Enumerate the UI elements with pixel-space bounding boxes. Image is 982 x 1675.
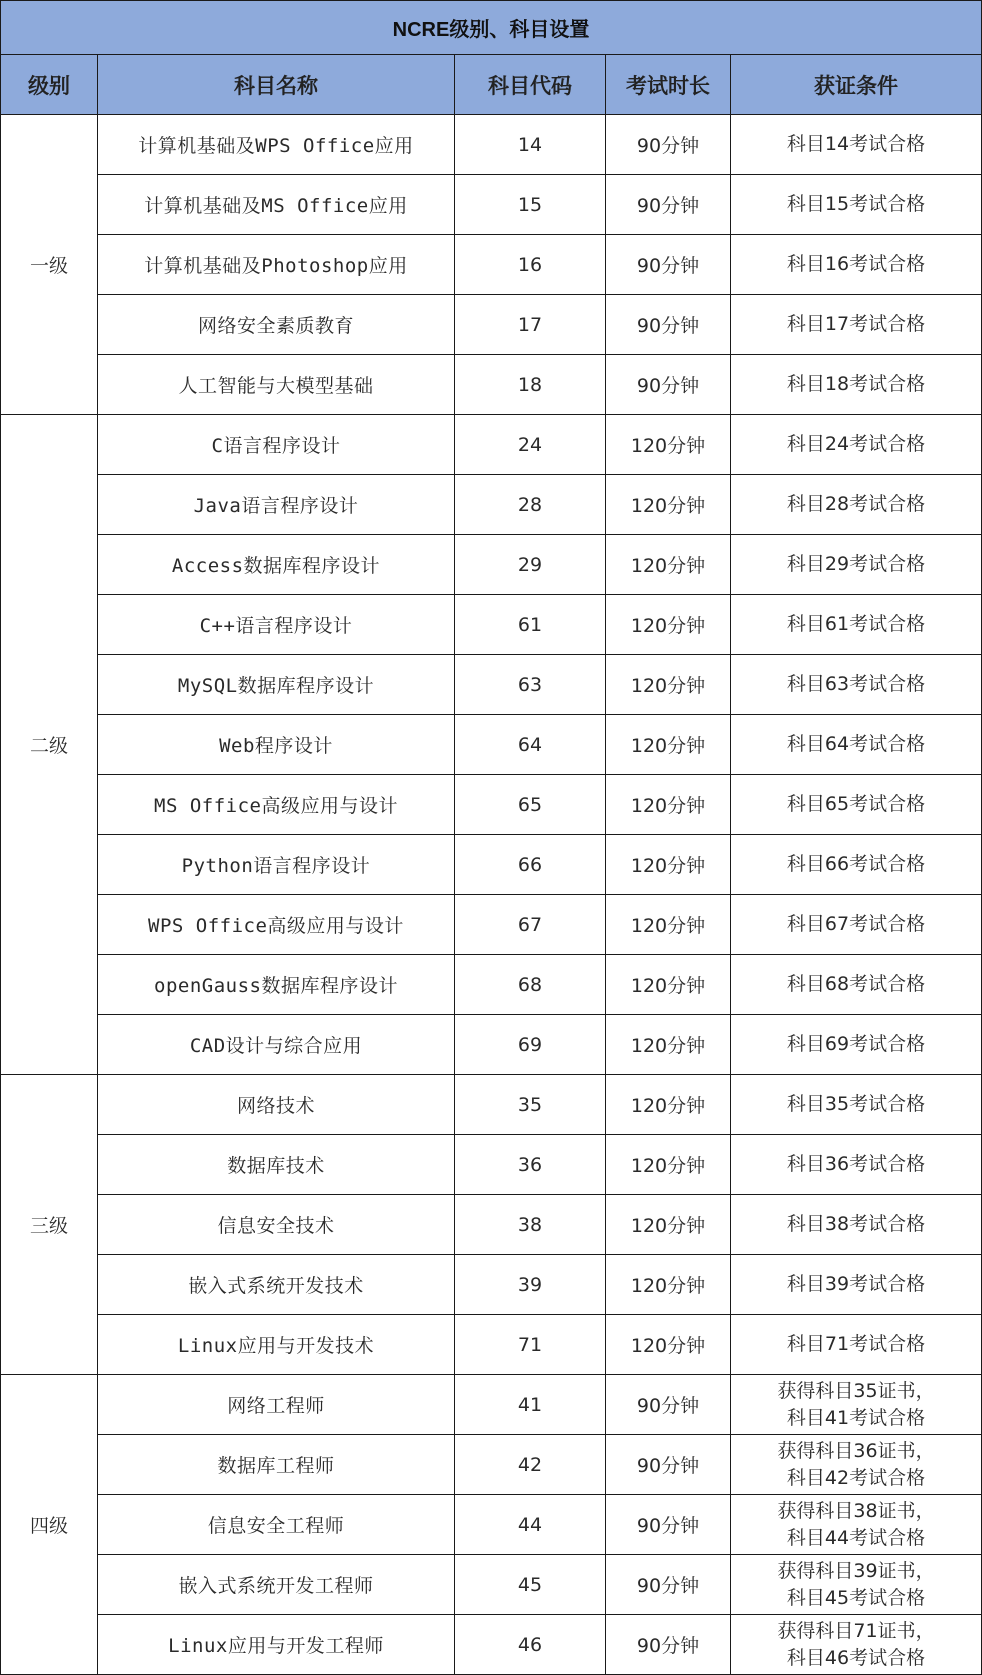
table-row [1,115,982,175]
header-condition: 获证条件 [731,55,982,115]
certificate-condition-cell [731,115,982,175]
condition-line: 科目42考试合格 [786,1466,926,1489]
exam-duration-cell: 90分钟 [606,235,731,295]
condition-line: 科目29考试合格 [786,553,926,575]
condition-line: 科目66考试合格 [786,853,926,875]
table-row [1,1555,982,1615]
certificate-condition-cell [731,1615,982,1675]
subject-code-cell: 35 [455,1075,606,1135]
table-row [1,715,982,775]
subject-name-cell: WPS Office高级应用与设计 [98,895,455,955]
condition-line: 科目35考试合格 [786,1093,926,1115]
subject-code-cell: 29 [455,535,606,595]
subject-code-cell: 44 [455,1495,606,1555]
condition-line: 科目61考试合格 [786,613,926,635]
condition-line: 科目36考试合格 [786,1153,926,1175]
condition-line: 科目71考试合格 [786,1333,926,1355]
table-row [1,775,982,835]
condition-line: 科目64考试合格 [786,733,926,755]
certificate-condition-cell [731,595,982,655]
level-cell: 二级 [1,415,98,1075]
condition-line: 科目15考试合格 [786,193,926,215]
certificate-condition-cell [731,835,982,895]
exam-duration-cell: 120分钟 [606,535,731,595]
subject-code-cell: 69 [455,1015,606,1075]
subject-name-cell: 网络安全素质教育 [98,295,455,355]
exam-duration-cell: 120分钟 [606,1195,731,1255]
certificate-condition-cell [731,655,982,715]
condition-line: 科目17考试合格 [786,313,926,335]
certificate-condition-cell [731,1015,982,1075]
subject-name-cell: 人工智能与大模型基础 [98,355,455,415]
table-row [1,655,982,715]
condition-line: 科目24考试合格 [786,433,926,455]
subject-code-cell: 71 [455,1315,606,1375]
subject-code-cell: 18 [455,355,606,415]
exam-duration-cell: 90分钟 [606,355,731,415]
subject-name-cell: 数据库技术 [98,1135,455,1195]
condition-line: 获得科目38证书， [777,1499,935,1522]
subject-code-cell: 24 [455,415,606,475]
certificate-condition-cell [731,475,982,535]
condition-line: 获得科目39证书， [777,1559,935,1582]
table-row [1,1195,982,1255]
condition-line: 获得科目71证书， [777,1619,935,1642]
table-row [1,1135,982,1195]
certificate-condition-cell [731,355,982,415]
table-row [1,895,982,955]
subject-name-cell: C++语言程序设计 [98,595,455,655]
certificate-condition-cell [731,295,982,355]
condition-line: 科目45考试合格 [786,1586,926,1609]
certificate-condition-cell [731,175,982,235]
subject-name-cell: 信息安全工程师 [98,1495,455,1555]
table-row [1,175,982,235]
condition-line: 科目65考试合格 [786,793,926,815]
exam-duration-cell: 120分钟 [606,415,731,475]
condition-line: 获得科目35证书， [777,1379,935,1402]
header-code: 科目代码 [455,55,606,115]
certificate-condition-cell [731,955,982,1015]
exam-duration-cell: 90分钟 [606,295,731,355]
subject-name-cell: 计算机基础及Photoshop应用 [98,235,455,295]
table-row [1,1075,982,1135]
subject-name-cell: MS Office高级应用与设计 [98,775,455,835]
subject-code-cell: 36 [455,1135,606,1195]
certificate-condition-cell [731,535,982,595]
certificate-condition-cell [731,235,982,295]
exam-duration-cell: 120分钟 [606,655,731,715]
exam-duration-cell: 120分钟 [606,835,731,895]
certificate-condition-cell [731,1375,982,1435]
subject-code-cell: 65 [455,775,606,835]
table-row [1,1375,982,1435]
subject-code-cell: 67 [455,895,606,955]
subject-name-cell: MySQL数据库程序设计 [98,655,455,715]
table-row [1,475,982,535]
exam-duration-cell: 120分钟 [606,1015,731,1075]
certificate-condition-cell [731,1195,982,1255]
condition-line: 科目18考试合格 [786,373,926,395]
subject-name-cell: 网络技术 [98,1075,455,1135]
table-row [1,1015,982,1075]
condition-line: 科目67考试合格 [786,913,926,935]
condition-line: 科目44考试合格 [786,1526,926,1549]
condition-line: 科目46考试合格 [786,1646,926,1669]
subject-code-cell: 61 [455,595,606,655]
subject-name-cell: 嵌入式系统开发工程师 [98,1555,455,1615]
table-row [1,835,982,895]
subject-code-cell: 45 [455,1555,606,1615]
exam-duration-cell: 120分钟 [606,1075,731,1135]
condition-line: 科目68考试合格 [786,973,926,995]
subject-name-cell: Linux应用与开发工程师 [98,1615,455,1675]
condition-line: 科目38考试合格 [786,1213,926,1235]
subject-code-cell: 64 [455,715,606,775]
certificate-condition-cell [731,1075,982,1135]
exam-duration-cell: 90分钟 [606,115,731,175]
exam-duration-cell: 120分钟 [606,1135,731,1195]
subject-name-cell: 网络工程师 [98,1375,455,1435]
subject-name-cell: 数据库工程师 [98,1435,455,1495]
subject-name-cell: Python语言程序设计 [98,835,455,895]
certificate-condition-cell [731,1555,982,1615]
exam-duration-cell: 90分钟 [606,175,731,235]
subject-name-cell: 信息安全技术 [98,1195,455,1255]
table-row [1,1615,982,1675]
subject-name-cell: 计算机基础及MS Office应用 [98,175,455,235]
table-row [1,535,982,595]
level-cell: 四级 [1,1375,98,1675]
subject-code-cell: 42 [455,1435,606,1495]
subject-code-cell: 63 [455,655,606,715]
level-cell: 三级 [1,1075,98,1375]
table-row [1,1495,982,1555]
subject-name-cell: CAD设计与综合应用 [98,1015,455,1075]
subject-code-cell: 17 [455,295,606,355]
subject-name-cell: Linux应用与开发技术 [98,1315,455,1375]
header-level: 级别 [1,55,98,115]
exam-duration-cell: 90分钟 [606,1375,731,1435]
exam-duration-cell: 120分钟 [606,475,731,535]
table-row [1,955,982,1015]
subject-name-cell: Access数据库程序设计 [98,535,455,595]
header-subject: 科目名称 [98,55,455,115]
certificate-condition-cell [731,415,982,475]
exam-duration-cell: 90分钟 [606,1495,731,1555]
subject-code-cell: 28 [455,475,606,535]
subject-code-cell: 41 [455,1375,606,1435]
subject-name-cell: C语言程序设计 [98,415,455,475]
condition-line: 科目63考试合格 [786,673,926,695]
exam-duration-cell: 90分钟 [606,1435,731,1495]
table-title-row [1,1,982,55]
condition-line: 科目69考试合格 [786,1033,926,1055]
certificate-condition-cell [731,1255,982,1315]
exam-duration-cell: 120分钟 [606,715,731,775]
subject-code-cell: 46 [455,1615,606,1675]
table-row [1,1315,982,1375]
condition-line: 科目39考试合格 [786,1273,926,1295]
certificate-condition-cell [731,1435,982,1495]
subject-name-cell: openGauss数据库程序设计 [98,955,455,1015]
certificate-condition-cell [731,775,982,835]
subject-name-cell: 嵌入式系统开发技术 [98,1255,455,1315]
header-duration: 考试时长 [606,55,731,115]
condition-line: 获得科目36证书， [777,1439,935,1462]
table-row [1,1255,982,1315]
subject-code-cell: 16 [455,235,606,295]
exam-duration-cell: 120分钟 [606,1315,731,1375]
subject-name-cell: Java语言程序设计 [98,475,455,535]
subject-code-cell: 15 [455,175,606,235]
table-row [1,235,982,295]
certificate-condition-cell [731,1315,982,1375]
subject-code-cell: 14 [455,115,606,175]
subject-code-cell: 68 [455,955,606,1015]
certificate-condition-cell [731,715,982,775]
table-row [1,595,982,655]
subject-name-cell: Web程序设计 [98,715,455,775]
certificate-condition-cell [731,895,982,955]
exam-duration-cell: 120分钟 [606,775,731,835]
table-row [1,295,982,355]
table-row [1,355,982,415]
condition-line: 科目28考试合格 [786,493,926,515]
table-row [1,1435,982,1495]
condition-line: 科目14考试合格 [786,133,926,155]
exam-duration-cell: 120分钟 [606,595,731,655]
level-cell: 一级 [1,115,98,415]
condition-line: 科目41考试合格 [786,1406,926,1429]
subject-code-cell: 39 [455,1255,606,1315]
table-header-row [1,55,982,115]
table-title: NCRE级别、科目设置 [1,1,982,55]
subject-code-cell: 38 [455,1195,606,1255]
exam-duration-cell: 120分钟 [606,1255,731,1315]
certificate-condition-cell [731,1135,982,1195]
exam-duration-cell: 120分钟 [606,895,731,955]
table-row [1,415,982,475]
table-body [1,115,982,1675]
exam-duration-cell: 120分钟 [606,955,731,1015]
exam-duration-cell: 90分钟 [606,1555,731,1615]
subject-code-cell: 66 [455,835,606,895]
certificate-condition-cell [731,1495,982,1555]
exam-duration-cell: 90分钟 [606,1615,731,1675]
subject-name-cell: 计算机基础及WPS Office应用 [98,115,455,175]
condition-line: 科目16考试合格 [786,253,926,275]
